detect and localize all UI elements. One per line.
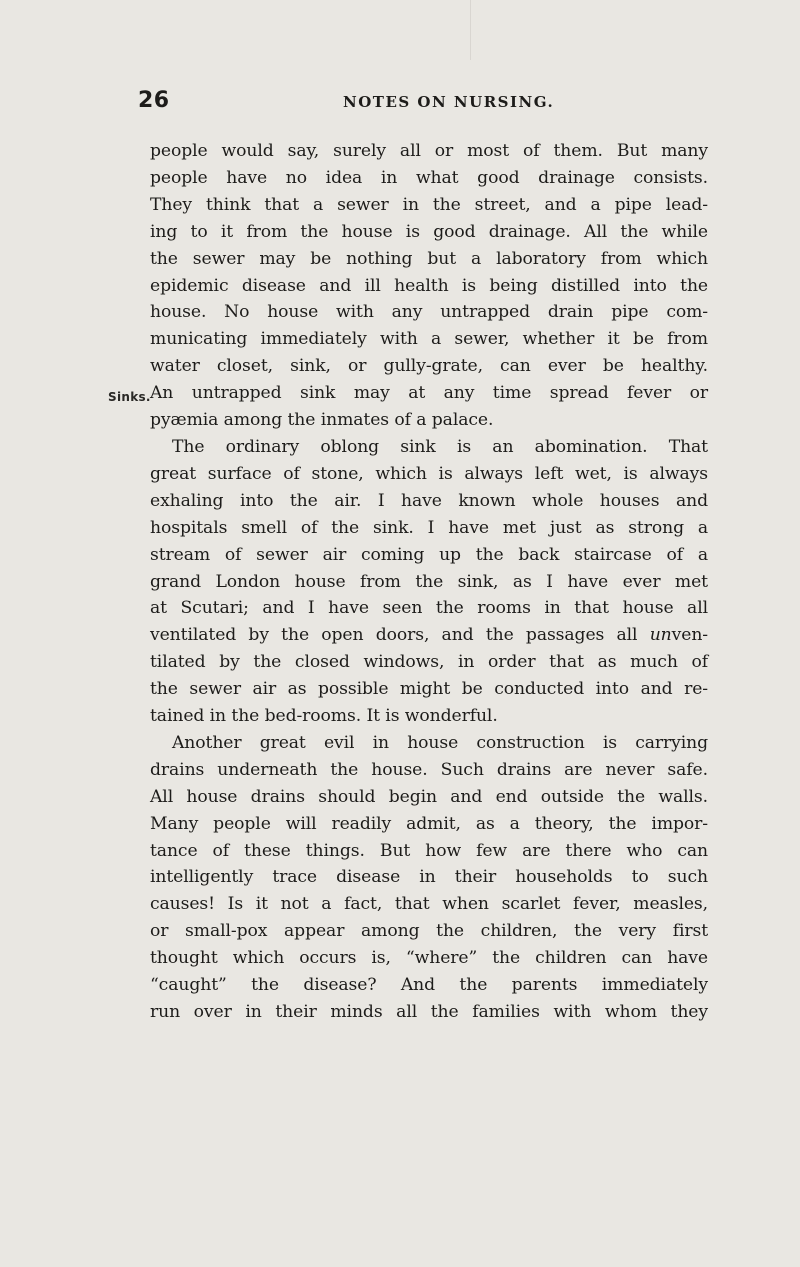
text-line: people have no idea in what good drainage consists. (150, 167, 708, 188)
text-line: house. No house with any untrapped drain pipe com- (150, 302, 708, 323)
text-line: or small-pox appear among the children, the very first (150, 921, 708, 942)
text-line: The ordinary oblong sink is an abomination. That (172, 436, 708, 457)
text-line: An untrapped sink may at any time spread fever or (150, 383, 708, 404)
text-line: “caught” the disease? And the parents immediately (150, 975, 708, 996)
running-title: NOTES ON NURSING. (343, 93, 555, 111)
text-line: They think that a sewer in the street, and a pipe lead- (150, 194, 708, 215)
margin-note: Sinks. (108, 390, 151, 404)
text-line: run over in their minds all the families with whom they (150, 1002, 708, 1022)
text-line: epidemic disease and ill health is being distilled into the (150, 275, 708, 296)
text-line: Many people will readily admit, as a theory, the impor- (150, 813, 708, 834)
text-line: Another great evil in house construction is carrying (172, 732, 708, 753)
text-fragment: ventilated by the open doors, and the passages all (150, 625, 650, 646)
text-line: hospitals smell of the sink. I have met just as strong a (150, 517, 708, 538)
text-line: municating immediately with a sewer, whether it be from (150, 329, 708, 350)
text-line: grand London house from the sink, as I have ever met (150, 571, 708, 592)
text-line: intelligently trace disease in their households to such (150, 867, 708, 888)
text-line: tilated by the closed windows, in order that as much of (150, 652, 708, 673)
text-line (150, 622, 708, 649)
text-line: causes! Is it not a fact, that when scarlet fever, measles, (150, 894, 708, 915)
text-line: pyæmia among the inmates of a palace. (150, 410, 494, 431)
text-line: stream of sewer air coming up the back staircase of a (150, 544, 708, 565)
text-line: tained in the bed-rooms. It is wonderful. (150, 706, 498, 727)
text-line: tance of these things. But how few are there who can (150, 840, 708, 861)
text-line: the sewer air as possible might be conducted into and re- (150, 679, 708, 700)
text-line: the sewer may be nothing but a laboratory from which (150, 248, 708, 269)
body-text (150, 138, 708, 1026)
italic-emphasis: un (649, 625, 672, 646)
text-line: at Scutari; and I have seen the rooms in that house all (150, 598, 708, 619)
text-line: great surface of stone, which is always left wet, is always (150, 463, 708, 484)
text-line: ing to it from the house is good drainage. All the while (150, 221, 708, 242)
text-line: water closet, sink, or gully-grate, can ever be healthy. (150, 356, 708, 377)
text-line: exhaling into the air. I have known whole houses and (150, 490, 708, 511)
text-line: drains underneath the house. Such drains are never safe. (150, 759, 708, 780)
text-fragment: ven- (671, 625, 708, 646)
page-number: 26 (138, 88, 170, 113)
text-line: people would say, surely all or most of them. But many (150, 141, 708, 161)
text-line: All house drains should begin and end outside the walls. (150, 786, 708, 807)
show-through-mark (470, 0, 471, 60)
page-header (138, 88, 698, 118)
text-line: thought which occurs is, “where” the children can have (150, 948, 708, 969)
